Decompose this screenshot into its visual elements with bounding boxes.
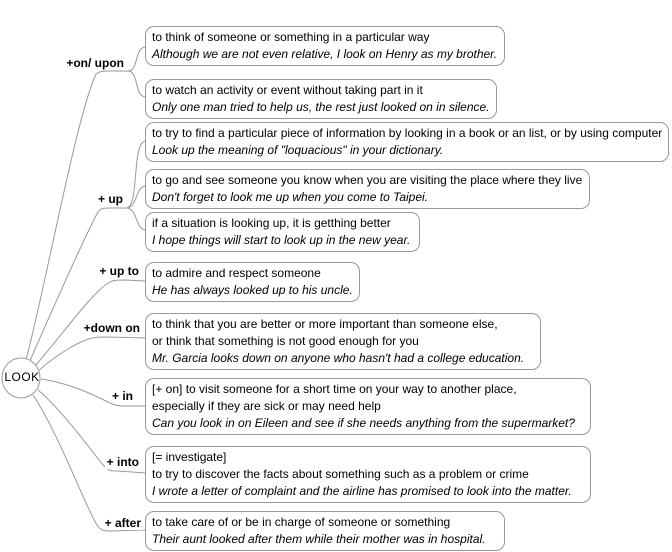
definition-line: to try to find a particular piece of information by looking in a book or an list, or by using computer	[152, 126, 663, 140]
example-line: Although we are not even relative, I look on Henry as my brother.	[152, 47, 498, 61]
connector-up-fork-2	[126, 186, 146, 208]
definition-box	[145, 511, 505, 551]
definition-line: to think that you are better or more important than someone else,	[152, 317, 498, 331]
example-line: Don't forget to look me up when you come to Taipei.	[152, 190, 429, 204]
definition-box	[145, 26, 505, 66]
example-line: He has always looked up to his uncle.	[152, 283, 353, 297]
example-line: Their aunt looked after them while their mother was in hospital.	[152, 532, 486, 546]
connector-on-upon	[26, 71, 128, 360]
definition-line: especially if they are sick or may need help	[152, 399, 381, 413]
example-line: Only one man tried to help us, the rest just looked on in silence.	[152, 100, 490, 114]
branch-label-up: + up	[97, 192, 123, 206]
definition-box	[145, 169, 590, 209]
connector-on-upon-fork-2	[128, 71, 146, 97]
definition-box	[145, 79, 497, 119]
branch-label-after: + after	[104, 516, 141, 530]
definition-line: or think that something is not good enough for you	[152, 334, 419, 348]
example-line: Look up the meaning of "loquacious" in your dictionary.	[152, 143, 444, 157]
definition-box	[145, 212, 420, 252]
definition-box	[145, 378, 591, 435]
example-line: Mr. Garcia looks down on anyone who hasn't had a college education.	[152, 351, 525, 365]
root-node: LOOK	[4, 370, 40, 384]
example-line: Can you look in on Eileen and see if she needs anything from the supermarket?	[152, 416, 575, 430]
definition-line: to admire and respect someone	[152, 266, 321, 280]
definition-line: [= investigate]	[152, 450, 227, 464]
branch-label-down-on: +down on	[83, 321, 140, 335]
definition-box	[145, 313, 541, 370]
definition-line: to watch an activity or event without taking part in it	[152, 83, 423, 97]
definition-line: if a situation is looking up, it is getthing better	[152, 216, 391, 230]
connector-down-on	[38, 337, 146, 371]
definition-line: to go and see someone you know when you are visiting the place where they live	[152, 173, 583, 187]
definition-line: to try to discover the facts about something such as a problem or crime	[152, 467, 529, 481]
definition-box	[145, 262, 360, 302]
branch-label-on-upon: +on/ upon	[66, 56, 124, 70]
definition-line: to think of someone or something in a particular way	[152, 30, 430, 44]
example-line: I wrote a letter of complaint and the airline has promised to look into the matter.	[152, 484, 572, 498]
definition-box	[145, 122, 669, 162]
branch-label-into: + into	[106, 455, 139, 469]
definition-box	[145, 446, 591, 503]
connector-up-fork-3	[126, 208, 146, 230]
example-line: I hope things will start to look up in the new year.	[152, 233, 411, 247]
branch-label-in: + in	[111, 389, 133, 403]
definition-line: to take care of or be in charge of someone or something	[152, 515, 451, 529]
definition-line: [+ on] to visit someone for a short time on your way to another place,	[152, 382, 517, 396]
connector-on-upon-fork-1	[128, 47, 146, 71]
branch-label-up-to: + up to	[99, 264, 139, 278]
